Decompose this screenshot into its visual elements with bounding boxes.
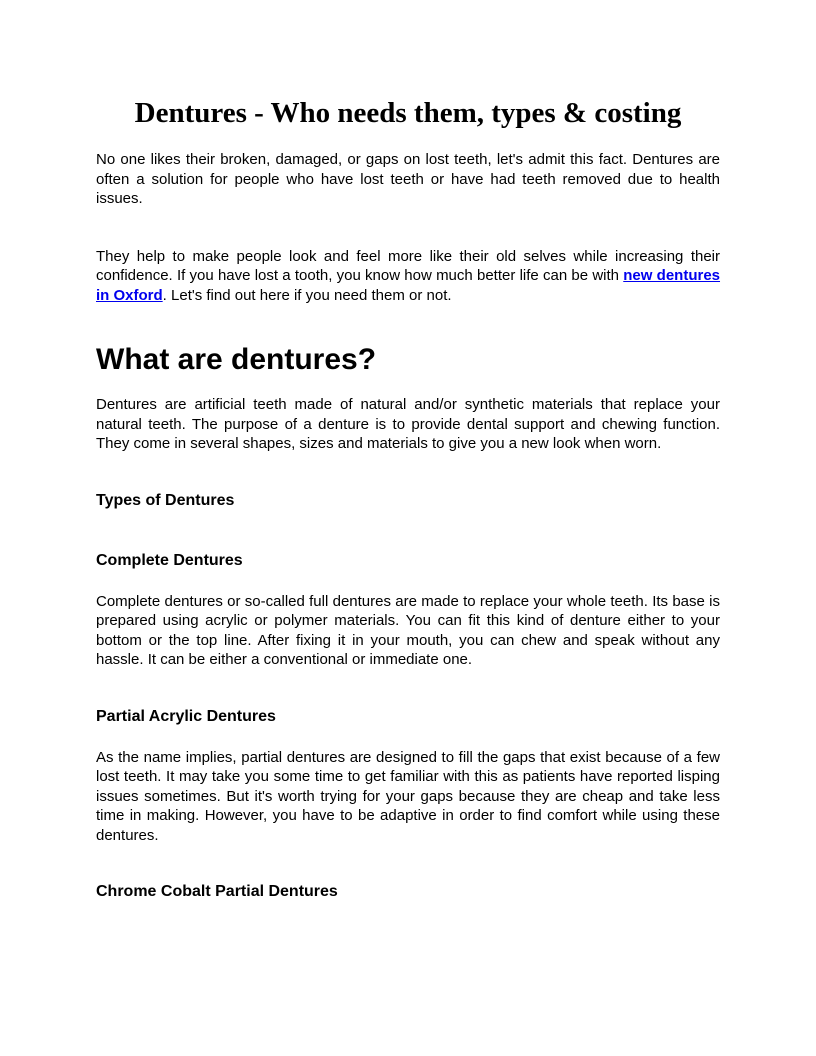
dentures-oxford-link[interactable]: new dentures in Oxford xyxy=(96,267,721,304)
intro-paragraph-2 xyxy=(96,247,720,306)
chrome-cobalt-partial-dentures-heading: Chrome Cobalt Partial Dentures xyxy=(96,883,338,900)
complete-dentures-heading: Complete Dentures xyxy=(96,551,243,569)
types-of-dentures-heading: Types of Dentures xyxy=(96,491,235,509)
partial-acrylic-dentures-heading: Partial Acrylic Dentures xyxy=(96,707,276,725)
section-heading-what-are-dentures: What are dentures? xyxy=(96,343,377,376)
partial-acrylic-dentures-paragraph: As the name implies, partial dentures are designed to fill the gaps that exist because of a few lost teeth. It may take you some time to get familiar with this as patients have reported lisping issues sometimes. But it's worth trying for your gaps because they are cheap and take less time in making. However, you have to be adaptive in order to find comfort while using these dentures. xyxy=(96,748,720,844)
intro-p2-text-after: . Let's find out here if you need them or not. xyxy=(162,286,452,304)
intro-p2-text-before: They help to make people look and feel more like their old selves while increasing their confidence. If you have lost a tooth, you know how much better life can be with xyxy=(96,247,720,284)
intro-paragraph-1: No one likes their broken, damaged, or gaps on lost teeth, let's admit this fact. Dentures are often a solution for people who have lost teeth or have had teeth removed due to health issues. xyxy=(96,151,720,207)
what-are-dentures-paragraph: Dentures are artificial teeth made of natural and/or synthetic materials that replace your natural teeth. The purpose of a denture is to provide dental support and chewing function. They come in several shapes, sizes and materials to give you a new look when worn. xyxy=(96,396,720,452)
page-title: Dentures - Who needs them, types & costing xyxy=(134,97,682,129)
complete-dentures-paragraph: Complete dentures or so-called full dentures are made to replace your whole teeth. Its base is prepared using acrylic or polymer materials. You can fit this kind of denture either to your bottom or the top line. After fixing it in your mouth, you can chew and speak without any hassle. It can be either a conventional or immediate one. xyxy=(96,592,720,668)
